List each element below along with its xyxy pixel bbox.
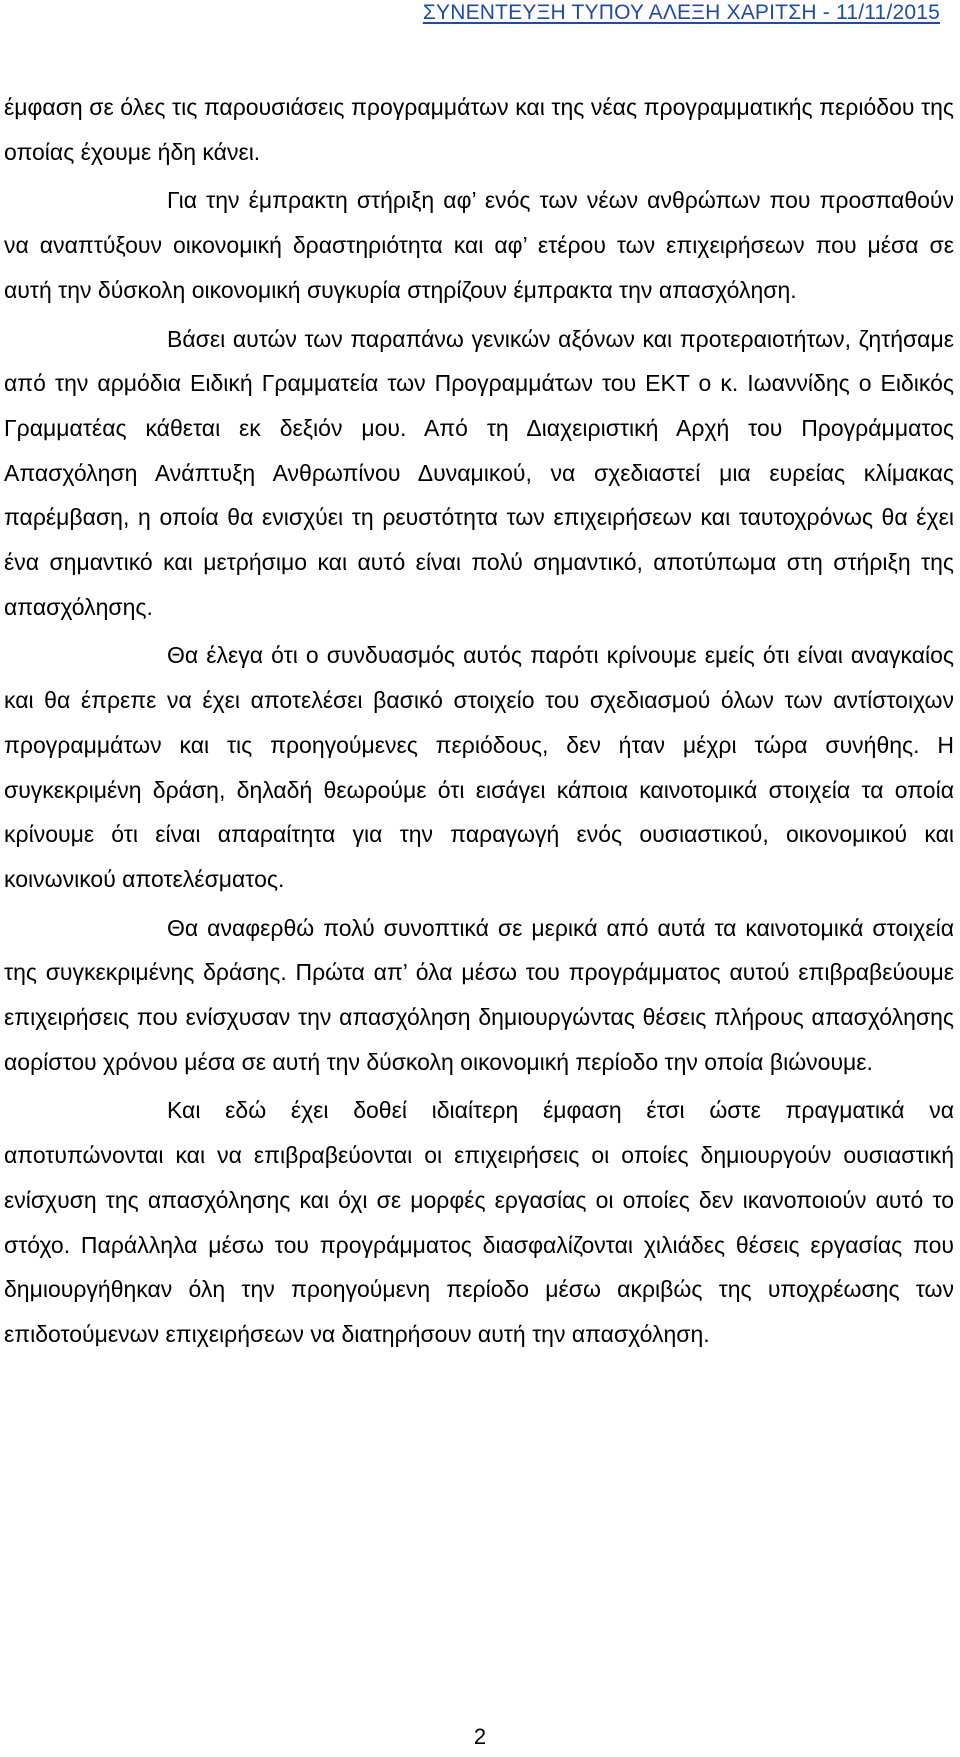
paragraph-3: Βάσει αυτών των παραπάνω γενικών αξόνων και προτεραιοτήτων, ζητήσαμε από την αρμόδια Ειδική Γραμματεία των Προγραμμάτων του ΕΚΤ ο κ. Ιωαννίδης ο Ειδικός Γραμματέας κάθεται εκ δεξιόν μου. Από τη Διαχειριστική Αρχή του Προγράμματος Απασχόληση Ανάπτυξη Ανθρωπίνου Δυναμικού, να σχεδιαστεί μια ευρείας κλίμακας παρέμβαση, η οποία θα ενισχύει τη ρευστότητα των επιχειρήσεων και ταυτοχρόνως θα έχει ένα σημαντικό και μετρήσιμο και αυτό είναι πολύ σημαντικό, αποτύπωμα στη στήριξη της απασχόλησης. bbox=[4, 325, 954, 620]
paragraph-6: Και εδώ έχει δοθεί ιδιαίτερη έμφαση έτσι ώστε πραγματικά να αποτυπώνονται και να επιβραβεύονται οι επιχειρήσεις οι οποίες δημιουργούν ουσιαστική ενίσχυση της απασχόλησης και όχι σε μορφές εργασίας οι οποίες δεν ικανοποιούν αυτό το στόχο. Παράλληλα μέσω του προγράμματος διασφαλίζονται χιλιάδες θέσεις εργασίας που δημιουργήθηκαν όλη την προηγούμενη περίοδο μέσω ακριβώς της υποχρέωσης των επιδοτούμενων επιχειρήσεων να διατηρήσουν αυτή την απασχόληση. bbox=[4, 1097, 954, 1347]
paragraph-4: Θα έλεγα ότι ο συνδυασμός αυτός παρότι κρίνουμε εμείς ότι είναι αναγκαίος και θα έπρεπε να έχει αποτελέσει βασικό στοιχείο του σχεδιασμού όλων των αντίστοιχων προγραμμάτων και τις προηγούμενες περιόδους, δεν ήταν μέχρι τώρα συνήθης. Η συγκεκριμένη δράση, δηλαδή θεωρούμε ότι εισάγει κάποια καινοτομικά στοιχεία τα οποία κρίνουμε ότι είναι απαραίτητα για την παραγωγή ενός ουσιαστικού, οικονομικού και κοινωνικού αποτελέσματος. bbox=[4, 642, 954, 892]
page-header-title: ΣΥΝΕΝΤΕΥΞΗ ΤΥΠΟΥ ΑΛΕΞΗ ΧΑΡΙΤΣΗ - 11/11/2015 bbox=[422, 1, 940, 24]
page-number: 2 bbox=[473, 1724, 487, 1749]
paragraph-1: έμφαση σε όλες τις παρουσιάσεις προγραμμάτων και της νέας προγραμματικής περιόδου της οποίας έχουμε ήδη κάνει. bbox=[4, 94, 954, 165]
document-body bbox=[4, 85, 954, 1357]
paragraph-2: Για την έμπρακτη στήριξη αφ’ ενός των νέων ανθρώπων που προσπαθούν να αναπτύξουν οικονομική δραστηριότητα και αφ’ ετέρου των επιχειρήσεων που μέσα σε αυτή την δύσκολη οικονομική συγκυρία στηρίζουν έμπρακτα την απασχόληση. bbox=[4, 187, 954, 303]
paragraph-5: Θα αναφερθώ πολύ συνοπτικά σε μερικά από αυτά τα καινοτομικά στοιχεία της συγκεκριμένης δράσης. Πρώτα απ’ όλα μέσω του προγράμματος αυτού επιβραβεύουμε επιχειρήσεις που ενίσχυσαν την απασχόληση δημιουργώντας θέσεις πλήρους απασχόλησης αορίστου χρόνου μέσα σε αυτή την δύσκολη οικονομική περίοδο την οποία βιώνουμε. bbox=[4, 914, 954, 1075]
